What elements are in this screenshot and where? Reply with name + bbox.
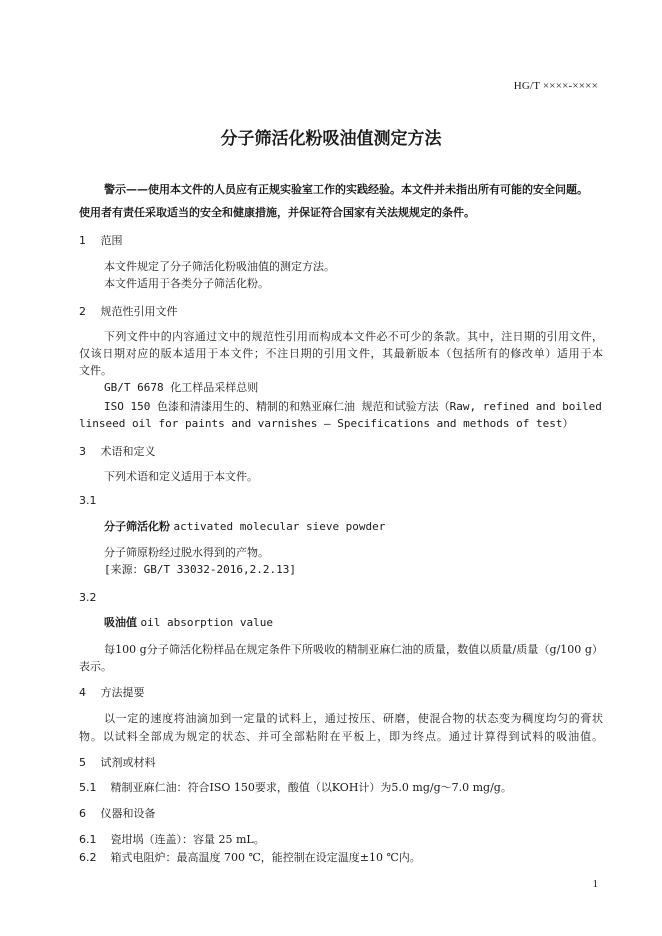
section-1-title: 范围 [100,234,123,247]
term-3-2-definition-line-2: 表示。 [79,660,112,673]
section-2-number: 2 [79,305,86,318]
section-3-intro: 下列术语和定义适用于本文件。 [104,470,258,483]
item-6-2-text: 箱式电阻炉：最高温度 700 ℃，能控制在设定温度±10 ℃内。 [110,851,421,864]
item-6-1-text: 瓷坩埚（连盖）：容量 25 mL。 [110,833,265,846]
section-4-heading [79,684,145,700]
section-6-title: 仪器和设备 [100,807,156,820]
term-3-2-definition-line-1: 每100 g分子筛活化粉样品在规定条件下所吸收的精制亚麻仁油的质量，数值以质量/质量（g/100 g） [104,643,603,656]
item-5-1 [79,779,512,797]
term-3-2-number: 3.2 [79,591,97,604]
page-number: 1 [592,878,598,890]
section-2-title: 规范性引用文件 [100,305,178,318]
section-4-title: 方法提要 [100,686,145,699]
section-5-heading [79,754,156,770]
document-title: 分子筛活化粉吸油值测定方法 [220,129,442,149]
term-3-1-english: activated molecular sieve powder [173,520,386,533]
section-5-number: 5 [79,756,86,769]
section-4-number: 4 [79,686,86,699]
normative-reference-gbt6678: GB/T 6678 化工样品采样总则 [104,381,259,394]
section-1-number: 1 [79,234,86,247]
section-2-heading [79,303,178,319]
normative-reference-iso150-line-1: ISO 150 色漆和清漆用生的、精制的和熟亚麻仁油 规范和试验方法（Raw, refined and boiled [104,400,602,413]
term-3-2 [104,614,273,632]
item-6-1-number: 6.1 [79,833,97,846]
term-3-1 [104,518,385,536]
term-3-1-chinese: 分子筛活化粉 [104,520,170,533]
term-3-1-definition: 分子筛原粉经过脱水得到的产物。 [104,546,269,559]
standard-number: HG/T ××××-×××× [513,80,598,92]
term-3-1-source: [来源：GB/T 33032-2016,2.2.13] [104,563,296,576]
section-3-number: 3 [79,445,86,458]
warning-line-2: 使用者有责任采取适当的安全和健康措施，并保证符合国家有关法规规定的条件。 [79,206,475,219]
warning-line-1: 警示——使用本文件的人员应有正规实验室工作的实践经验。本文件并未指出所有可能的安全问题。 [104,183,588,196]
section-2-intro-line-1: 下列文件中的内容通过文中的规范性引用而构成本文件必不可少的条款。其中，注日期的引用文件， [104,330,603,343]
section-6-heading [79,805,156,821]
section-4-line-1: 以一定的速度将油滴加到一定量的试料上，通过按压、研磨，使混合物的状态变为稠度均匀的膏状 [104,712,603,725]
section-4-line-2: 物。以试料全部成为规定的状态、并可全部粘附在平板上，即为终点。通过计算得到试料的吸油值。 [79,730,603,743]
section-5-title: 试剂或材料 [100,756,156,769]
section-1-heading [79,232,123,248]
item-5-1-text: 精制亚麻仁油：符合ISO 150要求，酸值（以KOH计）为5.0 mg/g～7.0 mg/g。 [110,781,512,794]
term-3-1-number: 3.1 [79,494,97,507]
normative-reference-iso150-line-2: linseed oil for paints and varnishes — Specifications and methods of test） [79,417,574,430]
section-6-number: 6 [79,807,86,820]
section-1-paragraph-1: 本文件规定了分子筛活化粉吸油值的测定方法。 [104,260,335,273]
item-6-2 [79,849,421,867]
item-5-1-number: 5.1 [79,781,97,794]
section-2-intro-line-3: 文件。 [79,364,112,377]
item-6-2-number: 6.2 [79,851,97,864]
term-3-2-english: oil absorption value [140,616,273,629]
section-3-heading [79,443,156,459]
section-2-intro-line-2: 仅该日期对应的版本适用于本文件；不注日期的引用文件，其最新版本（包括所有的修改单）适用于本 [79,347,603,360]
section-1-paragraph-2: 本文件适用于各类分子筛活化粉。 [104,277,269,290]
term-3-2-chinese: 吸油值 [104,616,137,629]
item-6-1 [79,831,265,849]
section-3-title: 术语和定义 [100,445,156,458]
